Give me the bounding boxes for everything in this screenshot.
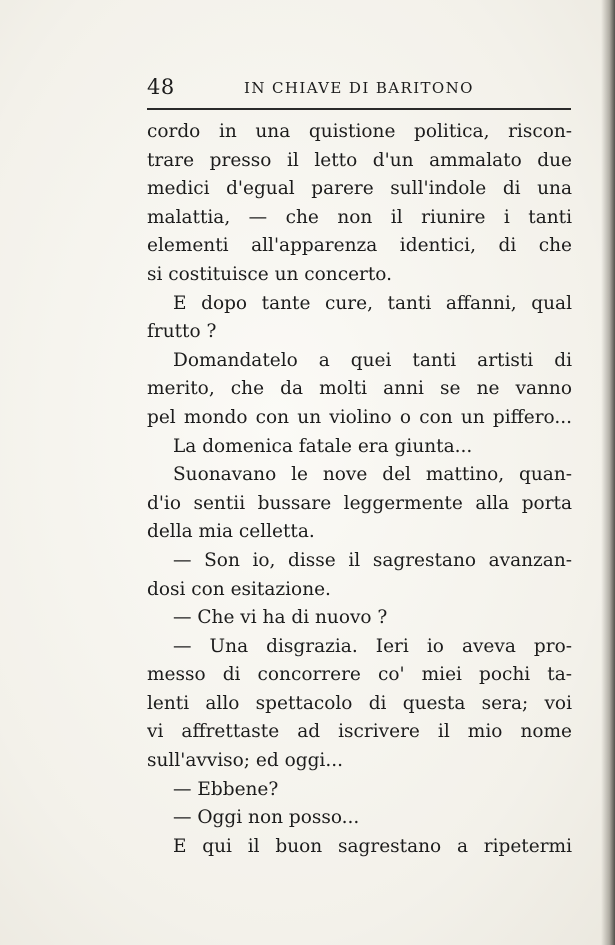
text-line: della mia celletta. (147, 521, 315, 543)
text-line: d'io sentii bussare leggermente alla porta (147, 492, 572, 514)
text-line: La domenica fatale era giunta... (173, 435, 473, 457)
text-line: medici d'egual parere sull'indole di una (147, 178, 572, 200)
text-line: lenti allo spettacolo di questa sera; voi (147, 692, 572, 714)
text-line: messo di concorrere co' miei pochi ta- (147, 664, 572, 686)
text-line: — Son io, disse il sagrestano avanzan- (173, 549, 572, 571)
text-line: malattia, — che non il riunire i tanti (147, 206, 572, 228)
text-line: elementi all'apparenza identici, di che (147, 235, 572, 257)
body-text (147, 118, 572, 861)
page-edge-shadow (601, 0, 615, 945)
text-line: — Una disgrazia. Ieri io aveva pro- (173, 635, 572, 657)
text-line: — Oggi non posso... (173, 807, 360, 829)
text-line: pel mondo con un violino o con un piffero... (147, 406, 572, 428)
running-title: IN CHIAVE DI BARITONO (244, 79, 474, 97)
page-number: 48 (147, 75, 175, 99)
text-line: frutto ? (147, 321, 217, 343)
text-line: merito, che da molti anni se ne vanno (147, 378, 572, 400)
text-line: Domandatelo a quei tanti artisti di (173, 349, 572, 371)
header-rule (147, 108, 571, 110)
text-line: cordo in una quistione politica, riscon- (147, 121, 572, 142)
text-line: vi affrettaste ad iscrivere il mio nome (147, 721, 572, 743)
page-header (147, 74, 572, 102)
text-line: E qui il buon sagrestano a ripetermi (173, 835, 572, 857)
text-line: dosi con esitazione. (147, 578, 331, 600)
text-line: sull'avviso; ed oggi... (147, 750, 343, 772)
text-line: — Ebbene? (173, 778, 279, 800)
text-line: E dopo tante cure, tanti affanni, qual (173, 292, 572, 314)
text-line: trare presso il letto d'un ammalato due (147, 149, 572, 171)
text-line: Suonavano le nove del mattino, quan- (173, 464, 572, 486)
text-line: si costituisce un concerto. (147, 263, 392, 285)
text-line: — Che vi ha di nuovo ? (173, 607, 388, 629)
